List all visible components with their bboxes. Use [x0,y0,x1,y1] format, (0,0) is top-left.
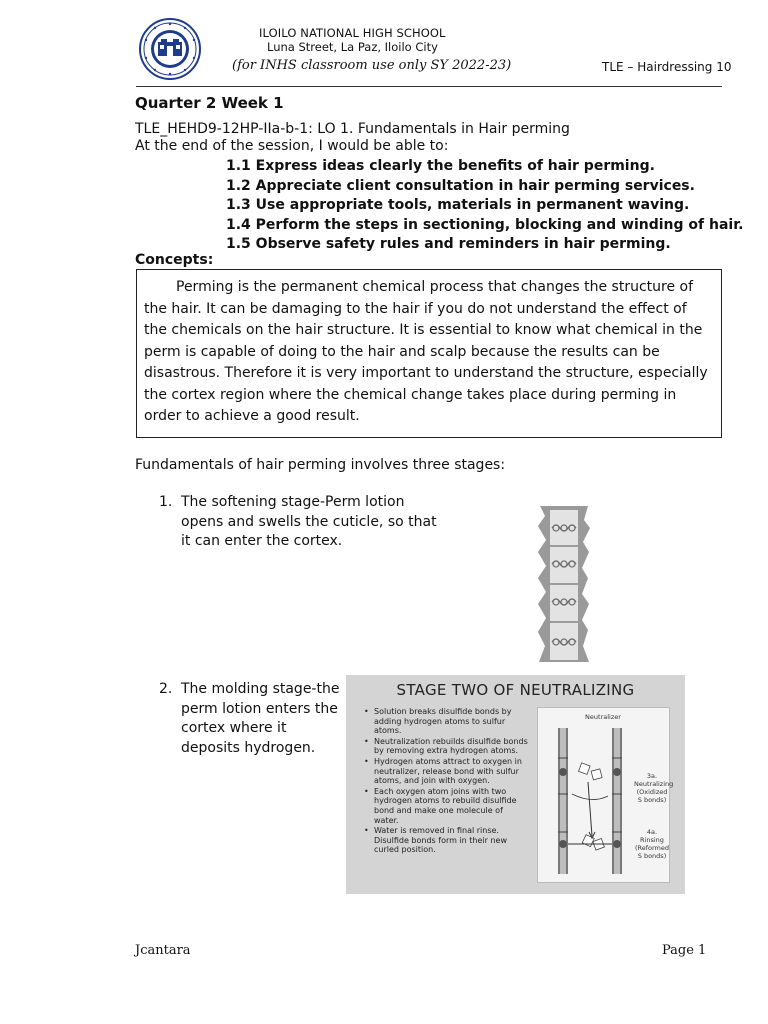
panel-bullet: • Neutralization rebuilds disulfide bonds by removing extra hydrogen atoms. [362,737,530,756]
school-name: ILOILO NATIONAL HIGH SCHOOL [259,26,446,40]
panel-bullet-list [362,707,530,856]
bond-diagram [537,707,674,883]
hair-strand-illustration [526,502,602,664]
stage-text: The molding stage-the perm lotion enters the cortex where it deposits hydrogen. [181,681,340,756]
concepts-paragraph: Perming is the permanent chemical process that changes the structure of the hair. It can be damaging to the hair if you do not understand the effect of the chemicals on the hair structure. It is essential to know what chemical in the perm is capable of doing to the hair and scalp because the results can be disastrous. Therefore it is very important to understand the structure, especially the cortex region where the chemical change takes place during perming in order to achieve a good result. [144,279,708,424]
diagram-label-oxidized: 3a. Neutralizing (Oxidized S bonds) [634,772,674,804]
objective-item: 1.1 Express ideas clearly the benefits of hair perming. [226,158,655,174]
footer-author: Jcantara [135,943,191,958]
panel-bullet: • Each oxygen atom joins with two hydrogen atoms to rebuild disulfide bond and make one molecule of water. [362,787,530,825]
stage-number: 1. [159,494,173,510]
neutralizing-panel [346,675,685,894]
school-address: Luna Street, La Paz, Iloilo City [267,40,438,54]
objective-item: 1.5 Observe safety rules and reminders in hair perming. [226,236,671,252]
panel-bullet: • Solution breaks disulfide bonds by adding hydrogen atoms to sulfur atoms. [362,707,530,736]
stage-text: The softening stage-Perm lotion opens and swells the cuticle, so that it can enter the cortex. [181,494,437,549]
diagram-label-reformed: 4a. Rinsing (Reformed S bonds) [634,828,670,860]
usage-note: (for INHS classroom use only SY 2022-23) [232,58,512,73]
quarter-heading: Quarter 2 Week 1 [135,94,284,112]
page-number: Page 1 [662,943,707,958]
concepts-heading: Concepts: [135,252,214,268]
objectives-list [226,157,743,255]
course-title: TLE – Hairdressing 10 [602,60,732,74]
panel-bullet: • Hydrogen atoms attract to oxygen in neutralizer, release bond with sulfur atoms, and join with oxygen. [362,757,530,786]
diagram-label-top: Neutralizer [585,713,621,721]
panel-bullet: • Water is removed in final rinse. Disulfide bonds form in their new curled position. [362,826,530,855]
bond-diagram-drawing [552,724,634,878]
stage-number: 2. [159,681,173,697]
stages-intro: Fundamentals of hair perming involves three stages: [135,457,506,473]
objective-item: 1.2 Appreciate client consultation in hair perming services. [226,177,695,194]
school-seal-logo [139,18,201,80]
panel-title: STAGE TWO OF NEUTRALIZING [396,681,635,699]
objective-item: 1.3 Use appropriate tools, materials in permanent waving. [226,197,690,213]
concepts-box [136,269,722,438]
objective-item: 1.4 Perform the steps in sectioning, blocking and winding of hair. [226,216,744,233]
document-header [0,0,768,90]
learning-outcome: TLE_HEHD9-12HP-IIa-b-1: LO 1. Fundamentals in Hair perming [135,121,570,137]
objectives-intro: At the end of the session, I would be able to: [135,138,449,154]
header-divider [136,86,722,87]
